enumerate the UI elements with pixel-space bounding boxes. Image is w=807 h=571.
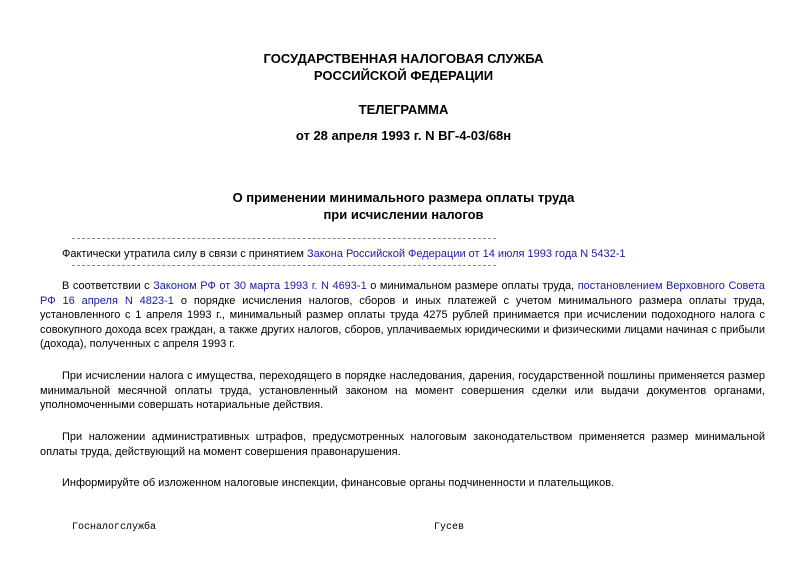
law-4693-1-link[interactable]: Законом РФ от 30 марта 1993 г. N 4693-1 <box>153 280 367 292</box>
paragraph-4: Информируйте об изложенном налоговые инспекции, финансовые органы подчиненности и плательщиков. <box>62 477 615 489</box>
title-line-2: при исчислении налогов <box>323 207 484 222</box>
status-note <box>62 247 782 261</box>
repealing-law-link[interactable]: Закона Российской Федерации от 14 июля 1993 года N 5432-1 <box>306 248 626 260</box>
authority-line-2: РОССИЙСКОЙ ФЕДЕРАЦИИ <box>313 68 494 83</box>
p1-text-3: о порядке исчисления налогов, сборов и иных платежей с учетом минимального размера оплаты труда, установленного с 1 апреля 1993 г., минимальный размер оплаты труда 4275 рублей принимается при исчислении подоходного налога с совокупного дохода всех граждан, а также других налогов, сборов, уплачиваемых юридическими и физическими лицами начиная с прибыли (дохода), полученных с апреля 1993 г. <box>40 294 765 351</box>
title-line-1: О применении минимального размера оплаты труда <box>232 190 575 205</box>
document-date-number: от 28 апреля 1993 г. N ВГ-4-03/68н <box>295 128 512 143</box>
paragraph-2: При исчислении налога с имущества, переходящего в порядке наследования, дарения, государственной пошлины применяется размер минимальной месячной оплаты труда, установленный законом на момент совершения сделки или выдачи документов органами, уполномоченными совершать нотариальные действия. <box>40 370 765 412</box>
status-divider-top <box>72 238 496 239</box>
authority-line-1: ГОСУДАРСТВЕННАЯ НАЛОГОВАЯ СЛУЖБА <box>263 51 544 66</box>
issuing-authority <box>0 50 807 84</box>
document-type: ТЕЛЕГРАММА <box>358 102 449 117</box>
p1-text-2: о минимальном размере оплаты труда, <box>366 280 578 292</box>
resolution-4823-1-link[interactable]: постановлением Верховного Совета РФ 16 апреля N 4823-1 <box>40 280 766 307</box>
paragraph-3: При наложении административных штрафов, предусмотренных налоговым законодательством применяется размер минимальной оплаты труда, действующий на момент совершения правонарушения. <box>40 431 765 458</box>
signature-name: Гусев <box>434 522 465 533</box>
status-divider-bottom <box>72 265 496 266</box>
status-note-text: Фактически утратила силу в связи с принятием <box>62 248 307 260</box>
paragraph-1 <box>40 279 765 352</box>
signature-organization: Госналогслужба <box>72 522 157 533</box>
p1-text-1: В соответствии с <box>62 280 154 292</box>
document-title <box>0 189 807 223</box>
